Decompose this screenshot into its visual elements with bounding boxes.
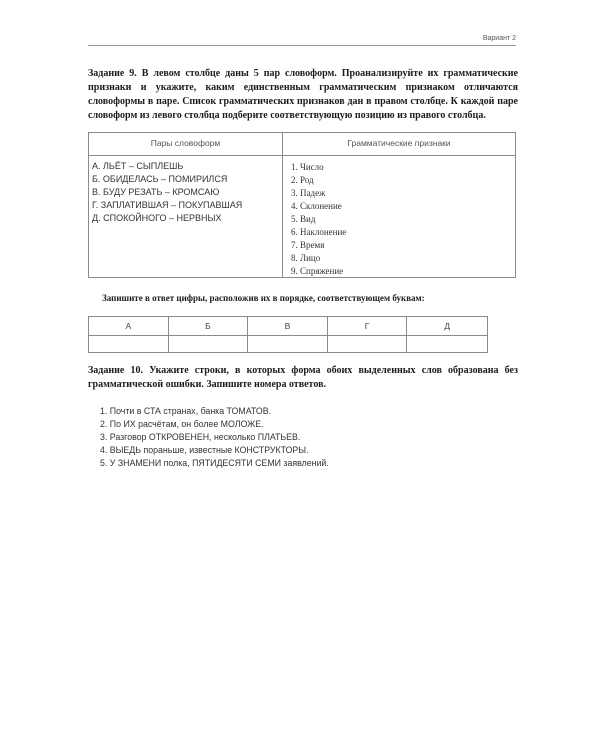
feature-item: 1. Число	[291, 162, 324, 172]
pairs-column-header: Пары словоформ	[150, 138, 221, 148]
feature-item: 2. Род	[291, 175, 314, 185]
option-item: 3. Разговор ОТКРОВЕНЕН, несколько ПЛАТЬЕВ.	[100, 432, 301, 442]
answer-letter-a: А	[89, 317, 169, 336]
answer-table	[88, 316, 488, 353]
word-pair-item: А. ЛЬЁТ – СЫПЛЕШЬ	[92, 161, 184, 171]
option-item: 2. По ИХ расчётам, он более МОЛОЖЕ.	[100, 419, 264, 429]
task-9-text: Задание 9. В левом столбце даны 5 пар словоформ. Проанализируйте их грамматические признаки и укажите, каким единственным грамматическим признаком отличаются словоформы в паре. Список грамматических признаков дан в правом столбце. К каждой паре словоформ из левого столбца подберите соответствующую позицию из правого столбца.	[88, 68, 518, 121]
feature-item: 3. Падеж	[291, 188, 326, 198]
header-rule	[88, 45, 516, 46]
answer-letter-g: Г	[328, 317, 408, 336]
answer-letter-v: В	[248, 317, 328, 336]
option-item: 5. У ЗНАМЕНИ полка, ПЯТИДЕСЯТИ СЕМИ заявлений.	[100, 458, 329, 468]
answer-cell-b[interactable]	[169, 336, 249, 352]
word-pair-item: Д. СПОКОЙНОГО – НЕРВНЫХ	[92, 213, 222, 223]
option-item: 1. Почти в СТА странах, банка ТОМАТОВ.	[100, 406, 272, 416]
answer-letter-d: Д	[407, 317, 487, 336]
word-pairs-list	[92, 160, 242, 225]
answer-cell-a[interactable]	[89, 336, 169, 352]
task-10-text: Задание 10. Укажите строки, в которых форма обоих выделенных слов образована без грамматической ошибки. Запишите номера ответов.	[88, 365, 518, 390]
task-10-options	[100, 405, 329, 470]
variant-label: Вариант 2	[482, 35, 516, 42]
word-pairs-table	[88, 132, 516, 278]
feature-item: 4. Склонение	[291, 201, 342, 211]
answer-cell-v[interactable]	[248, 336, 328, 352]
answer-cell-d[interactable]	[407, 336, 487, 352]
answer-letter-b: Б	[169, 317, 249, 336]
feature-item: 7. Время	[291, 240, 325, 250]
word-pair-item: Б. ОБИДЕЛАСЬ – ПОМИРИЛСЯ	[92, 174, 228, 184]
table-header-divider	[89, 155, 515, 156]
feature-item: 9. Спряжение	[291, 266, 344, 276]
answer-cell-g[interactable]	[328, 336, 408, 352]
features-column-header: Грамматические признаки	[347, 138, 451, 148]
word-pair-item: В. БУДУ РЕЗАТЬ – КРОМСАЮ	[92, 187, 220, 197]
feature-item: 5. Вид	[291, 214, 316, 224]
answer-instruction: Запишите в ответ цифры, расположив их в порядке, соответствующем буквам:	[102, 293, 425, 303]
feature-item: 8. Лицо	[291, 253, 321, 263]
option-item: 4. ВЫЕДЬ пораньше, известные КОНСТРУКТОРЫ.	[100, 445, 309, 455]
grammar-features-list	[291, 161, 346, 278]
word-pair-item: Г. ЗАПЛАТИВШАЯ – ПОКУПАВШАЯ	[92, 200, 243, 210]
feature-item: 6. Наклонение	[291, 227, 347, 237]
